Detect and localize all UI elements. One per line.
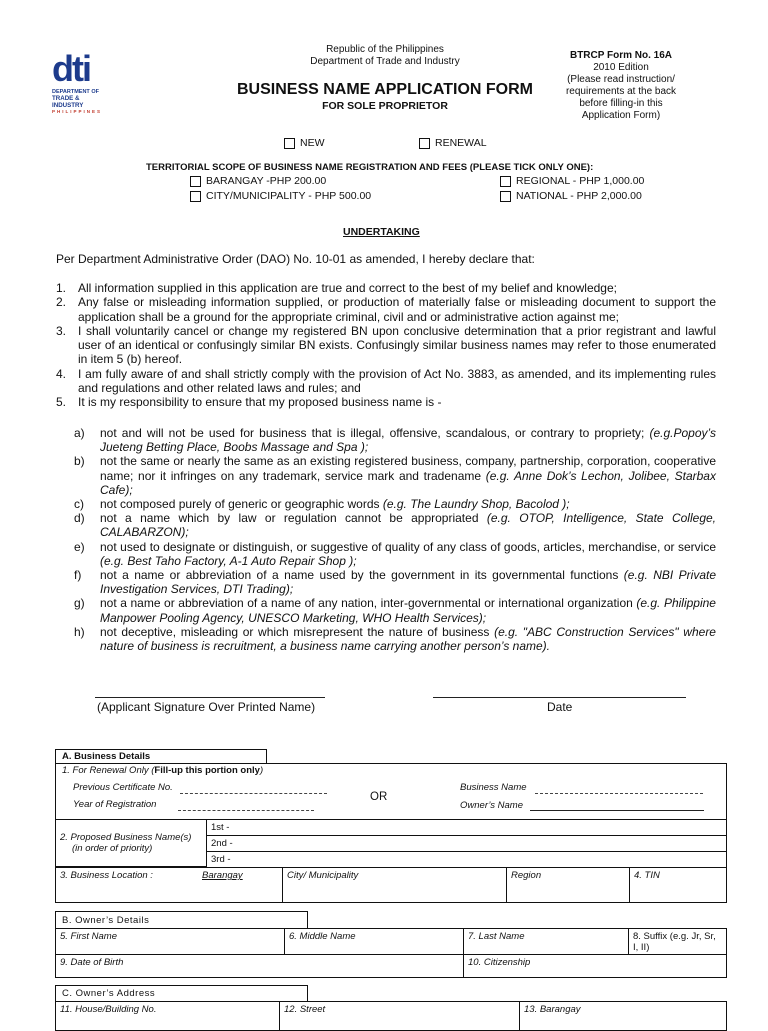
criteria-item: d) not a name which by law or regulation cannot be appropriated (e.g. OTOP, Intelligence, State College, CALABARZON);	[74, 511, 716, 540]
logo-wordmark: dti	[52, 48, 90, 89]
new-option[interactable]	[284, 137, 325, 149]
form-info	[556, 50, 686, 122]
regional-checkbox[interactable]	[500, 176, 511, 187]
date-label: Date	[547, 700, 573, 714]
proposed-label-1: 2. Proposed Business Name(s)	[60, 832, 192, 843]
criteria-item: f) not a name or abbreviation of a name used by the government in its governmental functions (e.g. NBI Private Investigation Services, DTI Trading);	[74, 568, 716, 597]
criteria-item: a) not and will not be used for business that is illegal, offensive, scandalous, or contrary to propriety; (e.g.Popoy’s Jueteng Betting Place, Boobs Massage and Spa );	[74, 426, 716, 455]
city-label: CITY/MUNICIPALITY - PHP 500.00	[206, 190, 372, 202]
section-a-title: A. Business Details	[55, 749, 267, 764]
proposed-name-1[interactable]: 1st -	[206, 819, 727, 836]
undertaking-list	[56, 281, 716, 410]
department-line: Department of Trade and Industry	[310, 56, 460, 67]
criteria-item: b) not the same or nearly the same as an existing registered business, company, partnership, corporation, cooperative name; nor it infringes on any trademark, service mark and tradename (e.g. Anne Dok’s Lechon, Jolibee, Starbax Cafe);	[74, 454, 716, 497]
form-note-2: requirements at the back	[565, 86, 677, 97]
logo-line-1: DEPARTMENT OF	[52, 89, 99, 95]
street-cell[interactable]: 12. Street	[279, 1001, 520, 1031]
barangay-field-label: Barangay	[202, 870, 243, 881]
renewal-instruction: 1. For Renewal Only (Fill-up this portion only)	[62, 765, 264, 776]
form-title: BUSINESS NAME APPLICATION FORM	[236, 81, 533, 98]
criteria-item: g) not a name or abbreviation of a name of any nation, inter-governmental or international organization (e.g. Philippine Manpower Pooling Agency, UNESCO Marketing, WHO Health Services);	[74, 596, 716, 625]
signature-label: (Applicant Signature Over Printed Name)	[97, 700, 316, 714]
year-reg-field[interactable]	[178, 810, 314, 811]
owners-name-label: Owner’s Name	[460, 800, 524, 811]
middle-name-cell[interactable]: 6. Middle Name	[284, 928, 464, 955]
renewal-checkbox[interactable]	[419, 138, 430, 149]
logo-line-3: PHILIPPINES	[52, 109, 103, 114]
year-reg-label: Year of Registration	[73, 799, 157, 810]
criteria-item: e) not used to designate or distinguish, or suggestive of quality of any class of goods, articles, merchandise, or service (e.g. Best Taho Factory, A-1 Auto Repair Shop );	[74, 539, 716, 568]
business-name-criteria	[56, 426, 716, 653]
business-name-label: Business Name	[460, 782, 527, 793]
scope-heading: TERRITORIAL SCOPE OF BUSINESS NAME REGISTRATION AND FEES (PLEASE TICK ONLY ONE):	[146, 162, 594, 173]
form-note-1: (Please read instruction/	[567, 74, 675, 85]
scope-city[interactable]	[190, 190, 371, 202]
prev-cert-label: Previous Certificate No.	[73, 782, 173, 793]
business-location-cell[interactable]: 3. Business Location : Barangay	[55, 867, 283, 903]
form-edition: 2010 Edition	[593, 62, 649, 73]
new-checkbox[interactable]	[284, 138, 295, 149]
owners-name-field[interactable]	[530, 810, 704, 811]
republic-line: Republic of the Philippines	[326, 44, 444, 55]
logo-line-2: TRADE & INDUSTRY	[52, 95, 84, 109]
scope-regional[interactable]	[500, 175, 644, 187]
citizenship-cell[interactable]: 10. Citizenship	[463, 954, 727, 978]
form-number: BTRCP Form No. 16A	[569, 50, 673, 61]
business-name-field[interactable]	[535, 793, 703, 794]
barangay-checkbox[interactable]	[190, 176, 201, 187]
dob-cell[interactable]: 9. Date of Birth	[55, 954, 464, 978]
barangay-label: BARANGAY -PHP 200.00	[206, 175, 327, 187]
national-checkbox[interactable]	[500, 191, 511, 202]
or-label: OR	[370, 791, 388, 803]
undertaking-item: 1. All information supplied in this application are true and correct to the best of my belief and knowledge;	[56, 281, 617, 295]
form-subtitle: FOR SOLE PROPRIETOR	[322, 100, 448, 112]
city-cell[interactable]: City/ Municipality	[282, 867, 507, 903]
undertaking-title: UNDERTAKING	[343, 226, 420, 238]
proposed-name-2[interactable]: 2nd -	[206, 835, 727, 852]
form-note-3: before filling-in this	[579, 98, 663, 109]
proposed-names-cell	[55, 819, 207, 867]
city-checkbox[interactable]	[190, 191, 201, 202]
national-label: NATIONAL - PHP 2,000.00	[516, 190, 642, 202]
regional-label: REGIONAL - PHP 1,000.00	[516, 175, 645, 187]
criteria-item: h) not deceptive, misleading or which misrepresent the nature of business (e.g. "ABC Construction Services" where nature of business is recruitment, a business name carrying another person’s name).	[74, 624, 716, 654]
first-name-cell[interactable]: 5. First Name	[55, 928, 285, 955]
proposed-label-2: (in order of priority)	[72, 843, 153, 854]
proposed-name-3[interactable]: 3rd -	[206, 851, 727, 868]
signature-line[interactable]	[95, 697, 325, 698]
undertaking-intro: Per Department Administrative Order (DAO) No. 10-01 as amended, I hereby declare that:	[56, 252, 535, 266]
form-note-4: Application Form)	[581, 110, 661, 121]
barangay-address-cell[interactable]: 13. Barangay	[519, 1001, 727, 1031]
section-b-title: B. Owner’s Details	[55, 911, 308, 929]
undertaking-item: 4. I am fully aware of and shall strictly comply with the provision of Act No. 3883, as amended, and its implementing rules and regulations and other related laws and rules; and	[56, 366, 716, 396]
region-cell[interactable]: Region	[506, 867, 630, 903]
criteria-item: c) not composed purely of generic or geographic words (e.g. The Laundry Shop, Bacolod );	[74, 497, 570, 512]
scope-barangay[interactable]	[190, 175, 326, 187]
header	[210, 44, 560, 113]
undertaking-item: 2. Any false or misleading information supplied, or production of materially false or misleading document to support the application shall be a ground for the appropriate criminal, civil and or administrative action against me;	[56, 295, 716, 324]
last-name-cell[interactable]: 7. Last Name	[463, 928, 629, 955]
renewal-label: RENEWAL	[435, 137, 487, 149]
dti-logo	[52, 48, 112, 114]
date-line[interactable]	[433, 697, 686, 698]
new-label: NEW	[300, 137, 325, 149]
undertaking-item: 5. It is my responsibility to ensure that my proposed business name is -	[56, 395, 442, 410]
house-cell[interactable]: 11. House/Building No.	[55, 1001, 280, 1031]
section-c-title: C. Owner’s Address	[55, 985, 308, 1002]
scope-national[interactable]	[500, 190, 642, 202]
renewal-option[interactable]	[419, 137, 487, 149]
tin-cell[interactable]: 4. TIN	[629, 867, 727, 903]
suffix-cell[interactable]: 8. Suffix (e.g. Jr, Sr, I, II)	[628, 928, 727, 955]
undertaking-item: 3. I shall voluntarily cancel or change my registered BN upon conclusive determination that a prior registrant and lawful user of an identical or confusingly similar BN exists. Confusingly similar business names may refer to those enumerated in item 5 (b) hereof.	[56, 323, 716, 367]
prev-cert-field[interactable]	[180, 793, 327, 794]
